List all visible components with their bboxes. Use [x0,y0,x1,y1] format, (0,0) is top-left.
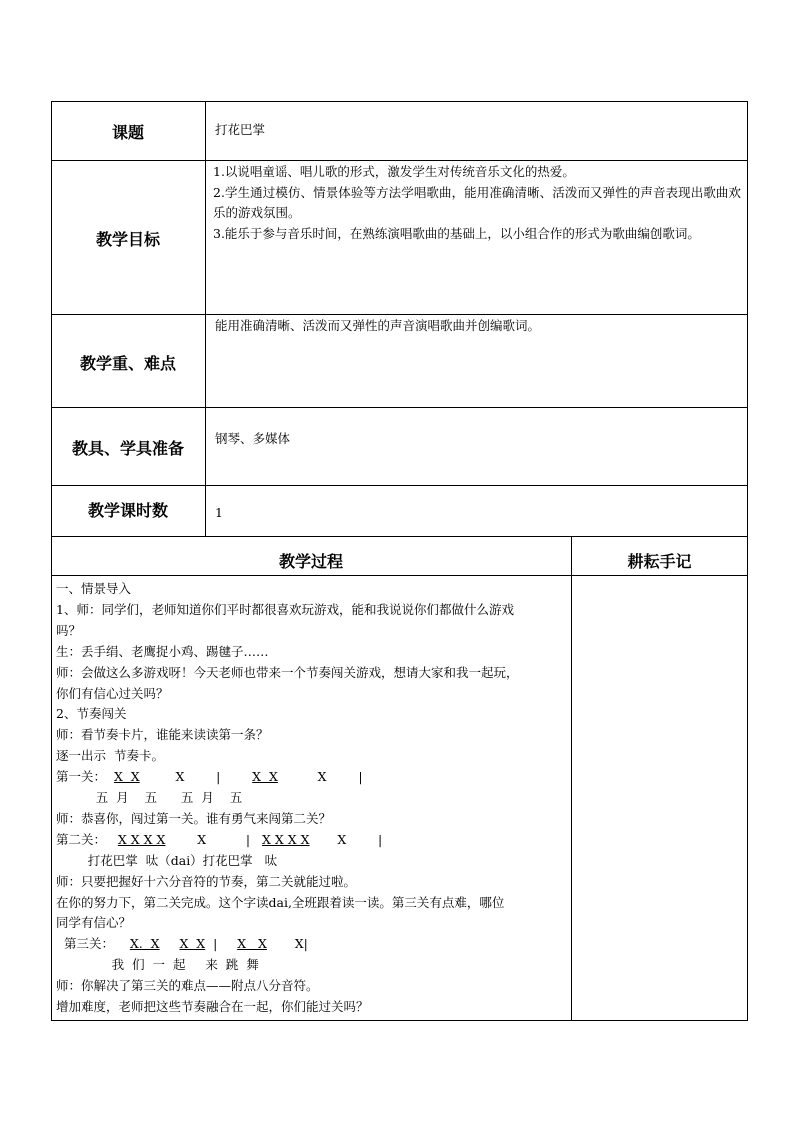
process-line: 五 月 五 五 月 五 [56,790,243,805]
hours-value: 1 [215,505,223,520]
rhythm-segment: X | [309,831,383,847]
objectives-list [213,162,741,244]
rhythm-segment: X X X X [262,831,310,847]
process-line: 生：丢手绢、老鹰捉小鸡、踢毽子…… [56,643,269,659]
objective-item: 2.学生通过模仿、情景体验等方法学唱歌曲，能用准确清晰、活泼而又弹性的声音表现出歌曲欢乐的游戏氛围。 [213,184,741,220]
rhythm-segment: X X [237,936,267,952]
rhythm-segment [160,936,180,951]
rhythm-segment: X | [165,831,263,847]
table-divider [51,536,748,537]
table-divider [571,536,572,1021]
tools-value: 钢琴、多媒体 [215,431,291,446]
hours-label: 教学课时数 [87,501,168,520]
process-line: 我 们 一 起 来 跳 舞 [56,957,259,973]
table-divider [51,485,748,486]
process-line: 一、情景导入 [56,581,132,596]
topic-value: 打花巴掌 [215,122,266,137]
process-line: 打花巴掌 呔（dai）打花巴掌 呔 [56,852,278,868]
rhythm-line [56,933,308,954]
table-divider [51,407,748,408]
rhythm-segment: X | [277,769,363,785]
table-divider [51,160,748,161]
notes-header: 耕耘手记 [627,552,692,571]
process-line: 师：只要把握好十六分音符的节奏，第二关就能过啦。 [56,873,357,889]
process-line: 2、节奏闯关 [56,706,127,722]
table-divider [205,101,206,536]
key-points-value: 能用准确清晰、活泼而又弹性的声音演唱歌曲并创编歌词。 [215,318,541,333]
process-line: 师：看节奏卡片，谁能来读读第一条？ [56,727,269,743]
process-line: 增加难度，老师把这些节奏融合在一起，你们能过关吗？ [56,999,369,1014]
process-line: 师：恭喜你，闯过第一关。谁有勇气来闯第二关？ [56,810,332,826]
rhythm-segment: | [205,936,238,952]
topic-label: 课题 [111,123,144,142]
process-line: 逐一出示 节奏卡。 [56,748,164,764]
process-line: 师：会做这么多游戏呀！今天老师也带来一个节奏闯关游戏，想请大家和我一起玩， [56,664,519,680]
rhythm-segment: X X [113,769,140,785]
rhythm-segment: 第一关： [56,769,114,785]
rhythm-segment: X X X X [117,831,166,847]
table-divider [51,314,748,315]
process-line: 你们有信心过关吗？ [56,685,169,701]
process-line: 1、师：同学们，老师知道你们平时都很喜欢玩游戏，能和我说说你们都做什么游戏 [56,601,514,617]
rhythm-segment: X. X [129,936,160,952]
objectives-label: 教学目标 [95,230,160,249]
process-line: 吗？ [56,622,82,638]
objective-item: 1.以说唱童谣、唱儿歌的形式，激发学生对传统音乐文化的热爱。 [213,164,575,179]
rhythm-segment: X X [252,769,278,785]
rhythm-segment: X| [266,936,308,952]
objective-item: 3.能乐于参与音乐时间，在熟练演唱歌曲的基础上，以小组合作的形式为歌曲编创歌词。 [213,225,700,241]
tools-label: 教具、学具准备 [71,439,184,458]
rhythm-segment: X | [139,769,253,785]
rhythm-segment: X X [179,936,206,952]
rhythm-segment: 第二关： [56,831,118,847]
process-header: 教学过程 [278,552,343,571]
rhythm-line [56,766,363,787]
key-points-label: 教学重、难点 [79,354,176,373]
process-line: 同学有信心？ [56,915,132,931]
table-divider [51,575,748,576]
rhythm-line [56,829,382,850]
process-line: 师：你解决了第三关的难点——附点八分音符。 [56,978,319,994]
process-line: 在你的努力下，第二关完成。这个字读dai,全班跟着读一读。第三关有点难，哪位 [56,894,505,910]
rhythm-segment: 第三关： [56,936,130,952]
